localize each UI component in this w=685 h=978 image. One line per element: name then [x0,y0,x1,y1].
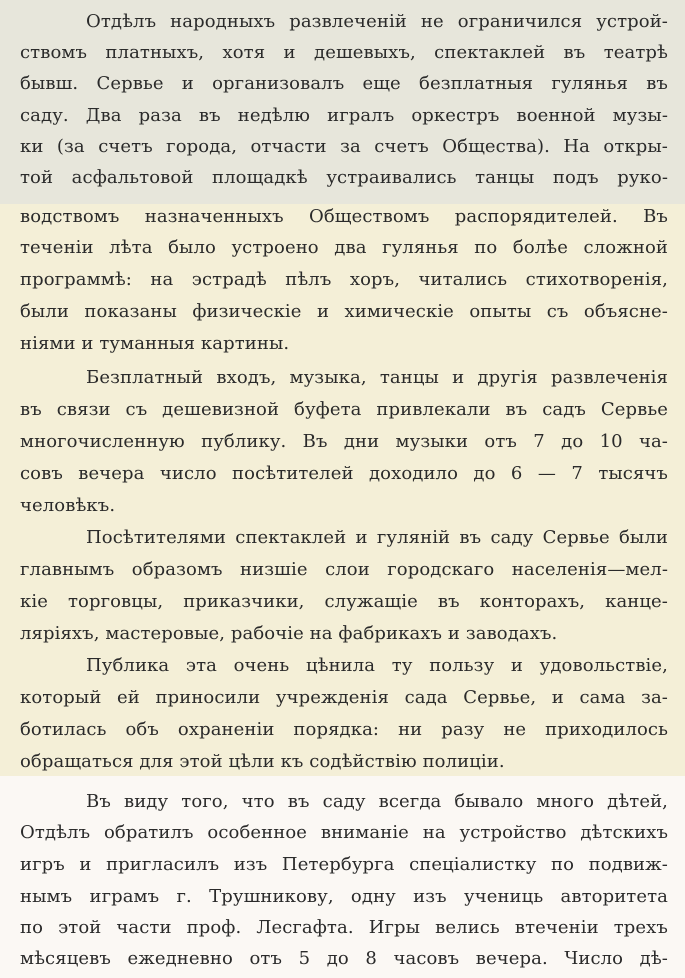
text-line: Публика эта очень цѣнила ту пользу и удовольствіе, [86,655,668,676]
text-line: теченіи лѣта было устроено два гулянья по болѣе сложной [20,237,668,258]
text-line: кіе торговцы, приказчики, служащіе въ конторахъ, канце- [20,591,668,612]
text-line: программѣ: на эстрадѣ пѣлъ хоръ, читались стихотворенія, [20,269,668,290]
text-line: обращаться для этой цѣли къ содѣйствію полиціи. [20,751,505,772]
text-line: бывш. Сервье и организовалъ еще безплатныя гулянья въ [20,73,668,94]
text-line: Отдѣлъ обратилъ особенное вниманіе на устройство дѣтскихъ [20,822,668,843]
text-line: человѣкъ. [20,495,116,516]
text-line: въ связи съ дешевизной буфета привлекали въ садъ Сервье [20,399,668,420]
text-line: ствомъ платныхъ, хотя и дешевыхъ, спектаклей въ театрѣ [20,42,668,63]
text-line: по этой части проф. Лесгафта. Игры велись втеченіи трехъ [20,917,668,938]
text-line: игръ и пригласилъ изъ Петербурга спеціалистку по подвиж- [20,854,668,875]
text-line: ки (за счетъ города, отчасти за счетъ Общества). На откры- [20,136,668,157]
text-line: главнымъ образомъ низшіе слои городскаго населенія—мел- [20,559,668,580]
text-line: Посѣтителями спектаклей и гуляній въ саду Сервье были [86,527,668,548]
text-line: той асфальтовой площадкѣ устраивались танцы подъ руко- [20,167,668,188]
text-line: Отдѣлъ народныхъ развлеченій не ограничился устрой- [86,11,668,32]
text-line: многочисленную публику. Въ дни музыки отъ 7 до 10 ча- [20,431,668,452]
text-line: водствомъ назначенныхъ Обществомъ распорядителей. Въ [20,206,668,227]
text-line: мѣсяцевъ ежедневно отъ 5 до 8 часовъ вечера. Число дѣ- [20,948,668,969]
text-line: саду. Два раза въ недѣлю игралъ оркестръ военной музы- [20,105,668,126]
text-line: нымъ играмъ г. Трушникову, одну изъ учениць авторитета [20,886,668,907]
text-line: ботилась объ охраненіи порядка: ни разу не приходилось [20,719,668,740]
text-line: Безплатный входъ, музыка, танцы и другія развлеченія [86,367,668,388]
text-line: совъ вечера число посѣтителей доходило до 6 — 7 тысячъ [20,463,668,484]
text-line: который ей приносили учрежденія сада Сервье, и сама за- [20,687,668,708]
text-line: Въ виду того, что въ саду всегда бывало много дѣтей, [86,791,668,812]
text-line: ніями и туманныя картины. [20,333,290,354]
text-line: были показаны физическіе и химическіе опыты съ объясне- [20,301,668,322]
text-line: ляріяхъ, мастеровые, рабочіе на фабрикахъ и заводахъ. [20,623,558,644]
